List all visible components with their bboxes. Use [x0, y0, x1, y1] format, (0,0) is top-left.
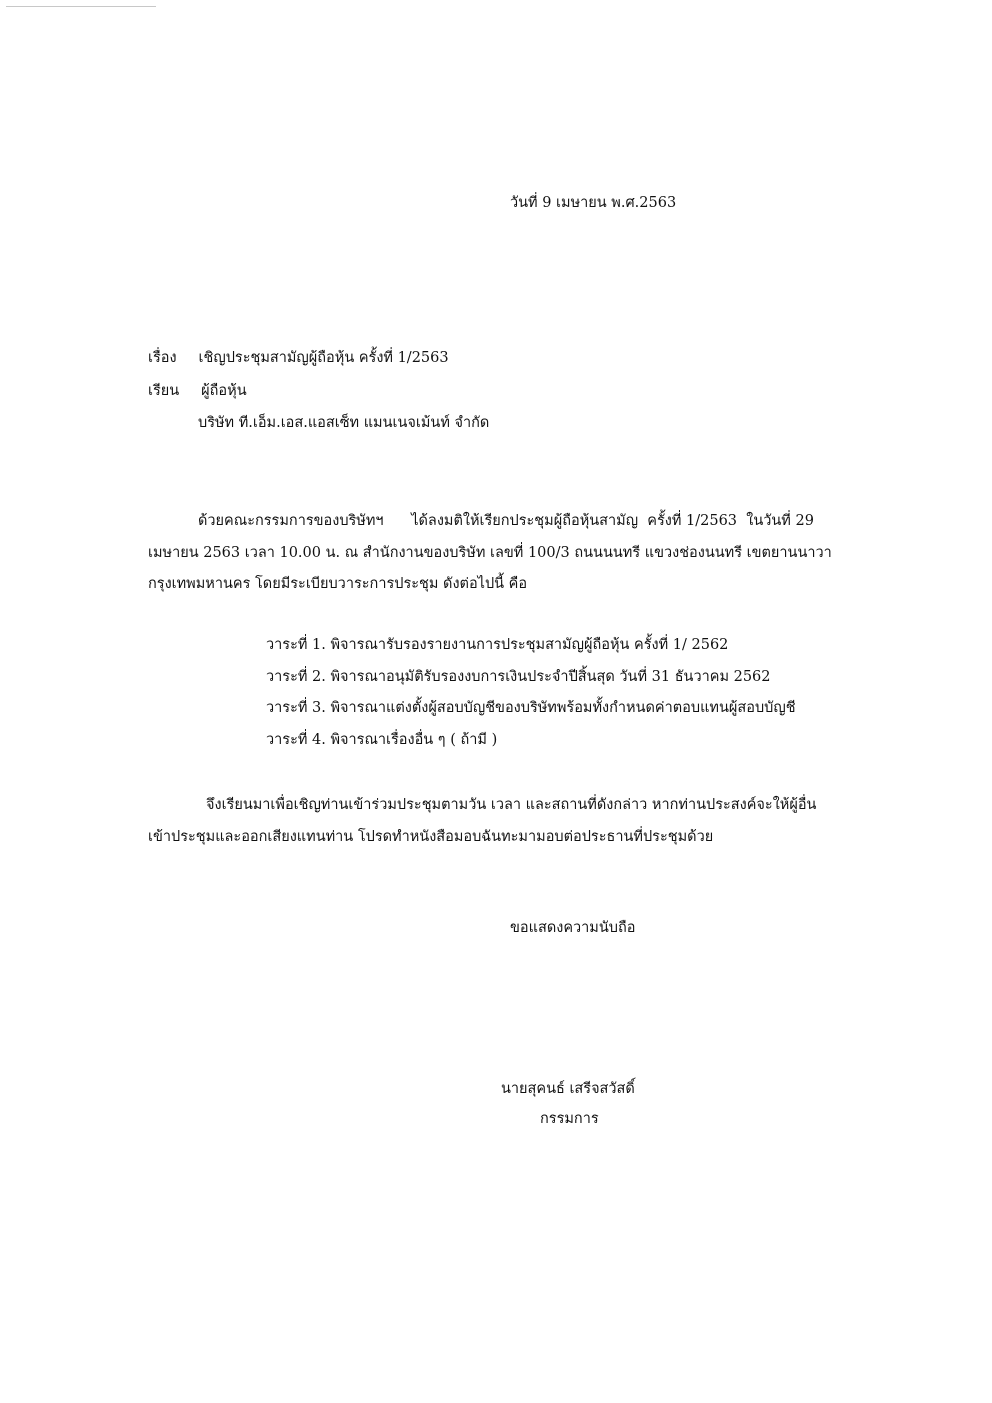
- recipient-label: เรียน: [148, 383, 180, 399]
- subject-text: เชิญประชุมสามัญผู้ถือหุ้น ครั้งที่ 1/2563: [198, 350, 449, 366]
- agenda-item: วาระที่ 3. พิจารณาแต่งตั้งผู้สอบบัญชีของบริษัทพร้อมทั้งกำหนดค่าตอบแทนผู้สอบบัญชี: [266, 700, 796, 716]
- agenda-item: วาระที่ 2. พิจารณาอนุมัติรับรองงบการเงินประจำปีสิ้นสุด วันที่ 31 ธันวาคม 2562: [266, 669, 771, 685]
- paragraph1-line: กรุงเทพมหานคร โดยมีระเบียบวาระการประชุม ดังต่อไปนี้ คือ: [148, 576, 528, 592]
- subject-label: เรื่อง: [148, 350, 177, 366]
- agenda-item: วาระที่ 4. พิจารณาเรื่องอื่น ๆ ( ถ้ามี ): [266, 732, 498, 748]
- paragraph2-line: เข้าประชุมและออกเสียงแทนท่าน โปรดทำหนังสือมอบฉันทะมามอบต่อประธานที่ประชุมด้วย: [148, 829, 714, 845]
- agenda-item: วาระที่ 1. พิจารณารับรองรายงานการประชุมสามัญผู้ถือหุ้น ครั้งที่ 1/ 2562: [266, 637, 729, 653]
- recipient-line: [148, 381, 247, 401]
- scan-artifact-line: [6, 6, 156, 7]
- subject-line: [148, 348, 449, 368]
- paragraph1-line: ด้วยคณะกรรมการของบริษัทฯ ได้ลงมติให้เรียกประชุมผู้ถือหุ้นสามัญ ครั้งที่ 1/2563 ในวันที่ 29: [198, 513, 814, 529]
- paragraph1-line: เมษายน 2563 เวลา 10.00 น. ณ สำนักงานของบริษัท เลขที่ 100/3 ถนนนนทรี แขวงช่องนนทรี เขตยานนาวา: [148, 545, 832, 561]
- closing-salutation: ขอแสดงความนับถือ: [510, 920, 636, 936]
- signer-name: นายสุคนธ์ เสรีจสวัสดิ์: [501, 1081, 635, 1097]
- recipient-text: ผู้ถือหุ้น: [201, 383, 247, 399]
- recipient-company: บริษัท ที.เอ็ม.เอส.แอสเซ็ท แมนเนจเม้นท์ จำกัด: [198, 415, 490, 431]
- signer-title: กรรมการ: [540, 1111, 599, 1127]
- paragraph2-line: จึงเรียนมาเพื่อเชิญท่านเข้าร่วมประชุมตามวัน เวลา และสถานที่ดังกล่าว หากท่านประสงค์จะให้ผู้อื่น: [206, 797, 817, 813]
- letter-date: วันที่ 9 เมษายน พ.ศ.2563: [510, 195, 677, 211]
